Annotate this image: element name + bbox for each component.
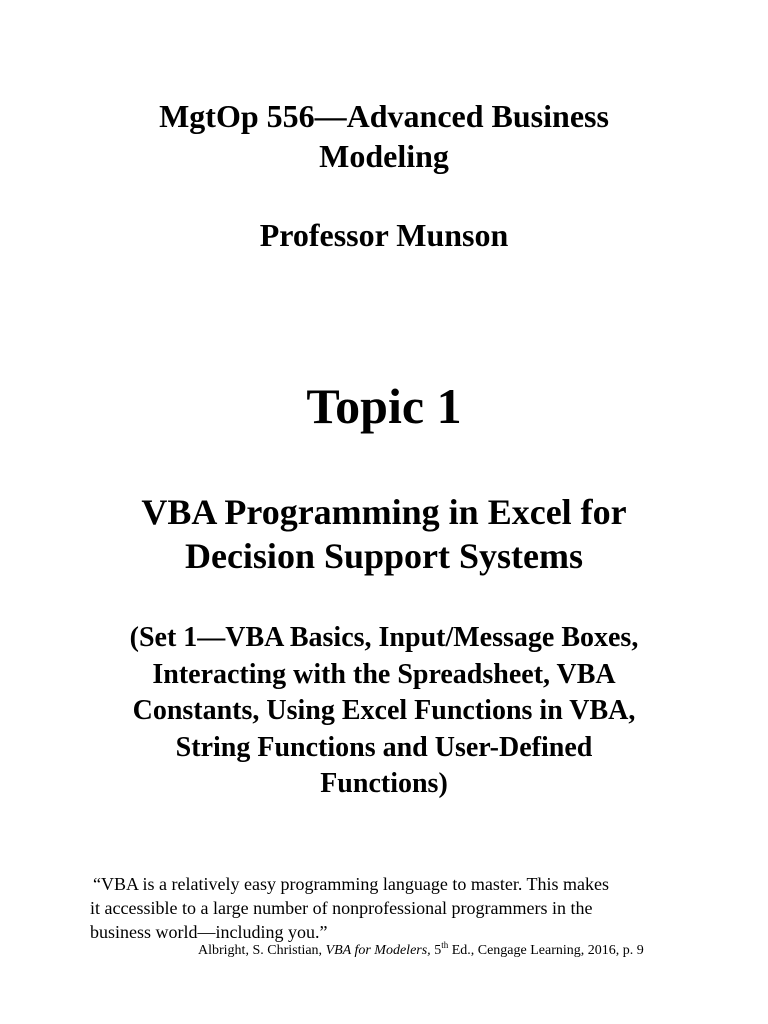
epigraph-quote bbox=[90, 872, 710, 944]
citation-edition-number: 5 bbox=[434, 943, 442, 958]
citation-publisher: Ed., Cengage Learning, 2016, p. 9 bbox=[451, 943, 644, 958]
professor-name: Professor Munson bbox=[259, 217, 509, 253]
topic-label: Topic 1 bbox=[306, 378, 462, 434]
subtitle-line: Constants, Using Excel Functions in VBA, bbox=[132, 695, 636, 726]
subtitle-line: String Functions and User-Defined bbox=[175, 731, 593, 763]
course-title-line: Modeling bbox=[319, 138, 449, 174]
topic-title bbox=[0, 490, 768, 578]
course-title-line: MgtOp 556—Advanced Business bbox=[159, 98, 609, 134]
subtitle-line: Functions) bbox=[320, 768, 448, 799]
quote-line: it accessible to a large number of nonprofessional programmers in the bbox=[90, 898, 593, 918]
quote-citation bbox=[198, 942, 644, 960]
subtitle-line: Interacting with the Spreadsheet, VBA bbox=[152, 658, 616, 690]
topic-title-line: Decision Support Systems bbox=[184, 536, 584, 576]
quote-line: business world—including you.” bbox=[90, 922, 328, 942]
subtitle-line: (Set 1—VBA Basics, Input/Message Boxes, bbox=[129, 622, 639, 653]
quote-line: “VBA is a relatively easy programming language to master. This makes bbox=[93, 874, 610, 894]
course-title bbox=[0, 96, 768, 176]
topic-title-line: VBA Programming in Excel for bbox=[141, 492, 627, 532]
citation-edition-suffix: th bbox=[441, 940, 449, 950]
topic-subtitle bbox=[0, 620, 768, 803]
citation-book-title: VBA for Modelers, bbox=[325, 943, 431, 958]
citation-author: Albright, S. Christian, bbox=[198, 943, 323, 958]
